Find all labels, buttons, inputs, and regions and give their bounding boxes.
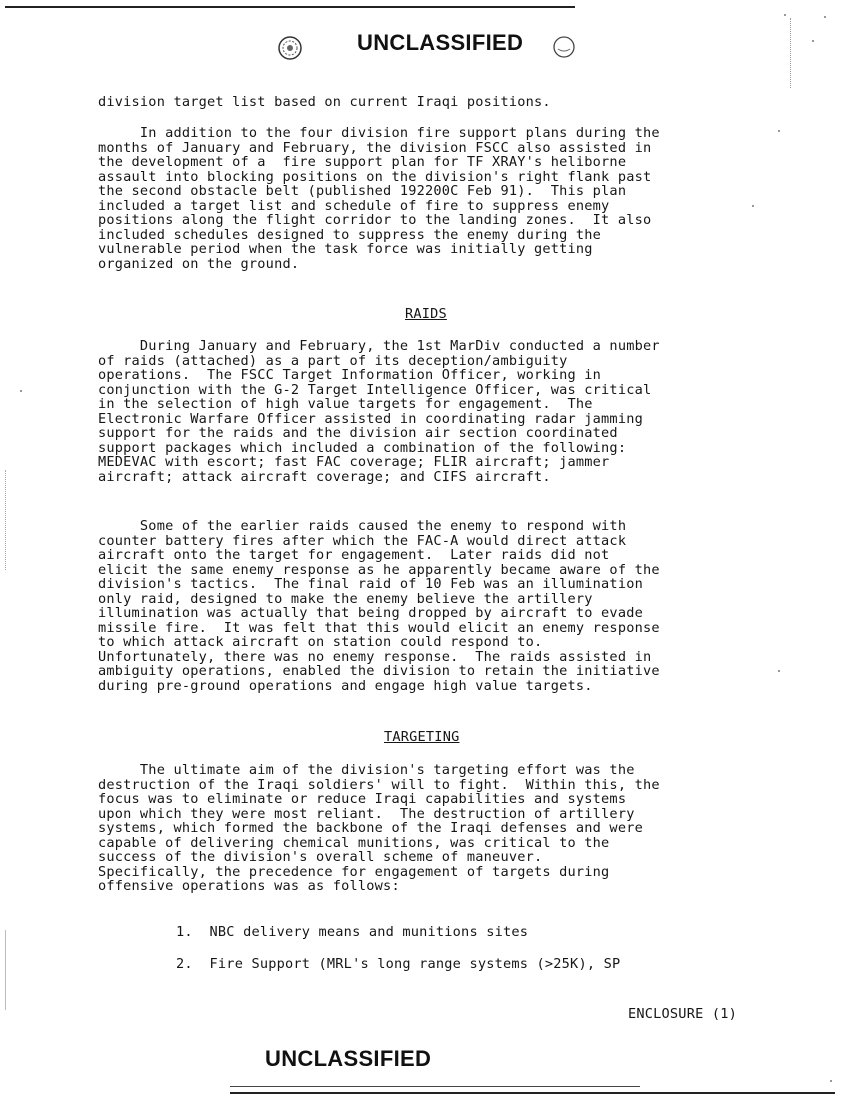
intro-line: division target list based on current Iraqi positions. bbox=[98, 94, 551, 110]
raids-heading: RAIDS bbox=[405, 306, 447, 322]
list-item: 1. NBC delivery means and munitions sites bbox=[176, 924, 529, 940]
scan-speck bbox=[20, 390, 22, 392]
targeting-paragraph: The ultimate aim of the division's targeting effort was the destruction of the Iraqi soldiers' will to fight. Within this, the focus was to eliminate or reduce Iraqi capabilities and systems upon which they were most reliant. The destruction of artillery systems, which formed the backbone of the Iraqi defenses and were capable of delivering chemical munitions, was critical to the success of the division's overall scheme of maneuver. Specifically, the precedence for engagement of targets during offensive operations was as follows: bbox=[98, 762, 660, 894]
list-item: 2. Fire Support (MRL's long range systems (>25K), SP bbox=[176, 956, 621, 972]
enclosure-label: ENCLOSURE (1) bbox=[628, 1006, 737, 1022]
fire-support-paragraph: In addition to the four division fire support plans during the months of January and February, the division FSCC also assisted in the development of a fire support plan for TF XRAY's heliborne assault into blocking positions on the division's right flank past the second obstacle belt (published 192200C Feb 91). This plan included a target list and schedule of fire to suppress enemy positions along the flight corridor to the landing zones. It also included schedules designed to suppress the enemy during the vulnerable period when the task force was initially getting organized on the ground. bbox=[98, 125, 660, 272]
scan-speck bbox=[824, 16, 826, 18]
scan-speck bbox=[784, 14, 786, 16]
scan-speck bbox=[812, 40, 814, 42]
round-stamp-icon bbox=[551, 34, 577, 60]
right-margin-mark bbox=[790, 18, 792, 88]
bottom-rule-thin bbox=[230, 1086, 640, 1087]
scan-speck bbox=[778, 130, 780, 132]
scan-speck bbox=[752, 205, 754, 207]
left-margin-mark bbox=[5, 470, 7, 570]
classification-header: UNCLASSIFIED bbox=[357, 30, 524, 55]
left-margin-mark-lower bbox=[5, 930, 6, 1010]
scan-speck bbox=[830, 1080, 832, 1082]
bottom-rule bbox=[230, 1092, 835, 1094]
raids-paragraph-1: During January and February, the 1st MarDiv conducted a number of raids (attached) as a part of its deception/ambiguity operations. The FSCC Target Information Officer, working in conjunction with the G-2 Target Intelligence Officer, was critical in the selection of high value targets for engagement. The Electronic Warfare Officer assisted in coordinating radar jamming support for the raids and the division air section coordinated support packages which included a combination of the following: MEDEVAC with escort; fast FAC coverage; FLIR aircraft; jammer aircraft; attack aircraft coverage; and CIFS aircraft. bbox=[98, 338, 660, 485]
raids-paragraph-2: Some of the earlier raids caused the enemy to respond with counter battery fires after which the FAC-A would direct attack aircraft onto the target for engagement. Later raids did not elicit the same enemy response as he apparently became aware of the division's tactics. The final raid of 10 Feb was an illumination only raid, designed to make the enemy believe the artillery illumination was actually that being dropped by aircraft to evade missile fire. It was felt that this would elicit an enemy response to which attack aircraft on station could respond to. Unfortunately, there was no enemy response. The raids assisted in ambiguity operations, enabled the division to retain the initiative during pre-ground operations and engage high value targets. bbox=[98, 518, 660, 694]
seal-icon bbox=[276, 34, 304, 62]
targeting-heading: TARGETING bbox=[384, 729, 460, 745]
classification-footer: UNCLASSIFIED bbox=[265, 1046, 432, 1071]
top-rule bbox=[5, 6, 575, 8]
scan-speck bbox=[778, 670, 780, 672]
